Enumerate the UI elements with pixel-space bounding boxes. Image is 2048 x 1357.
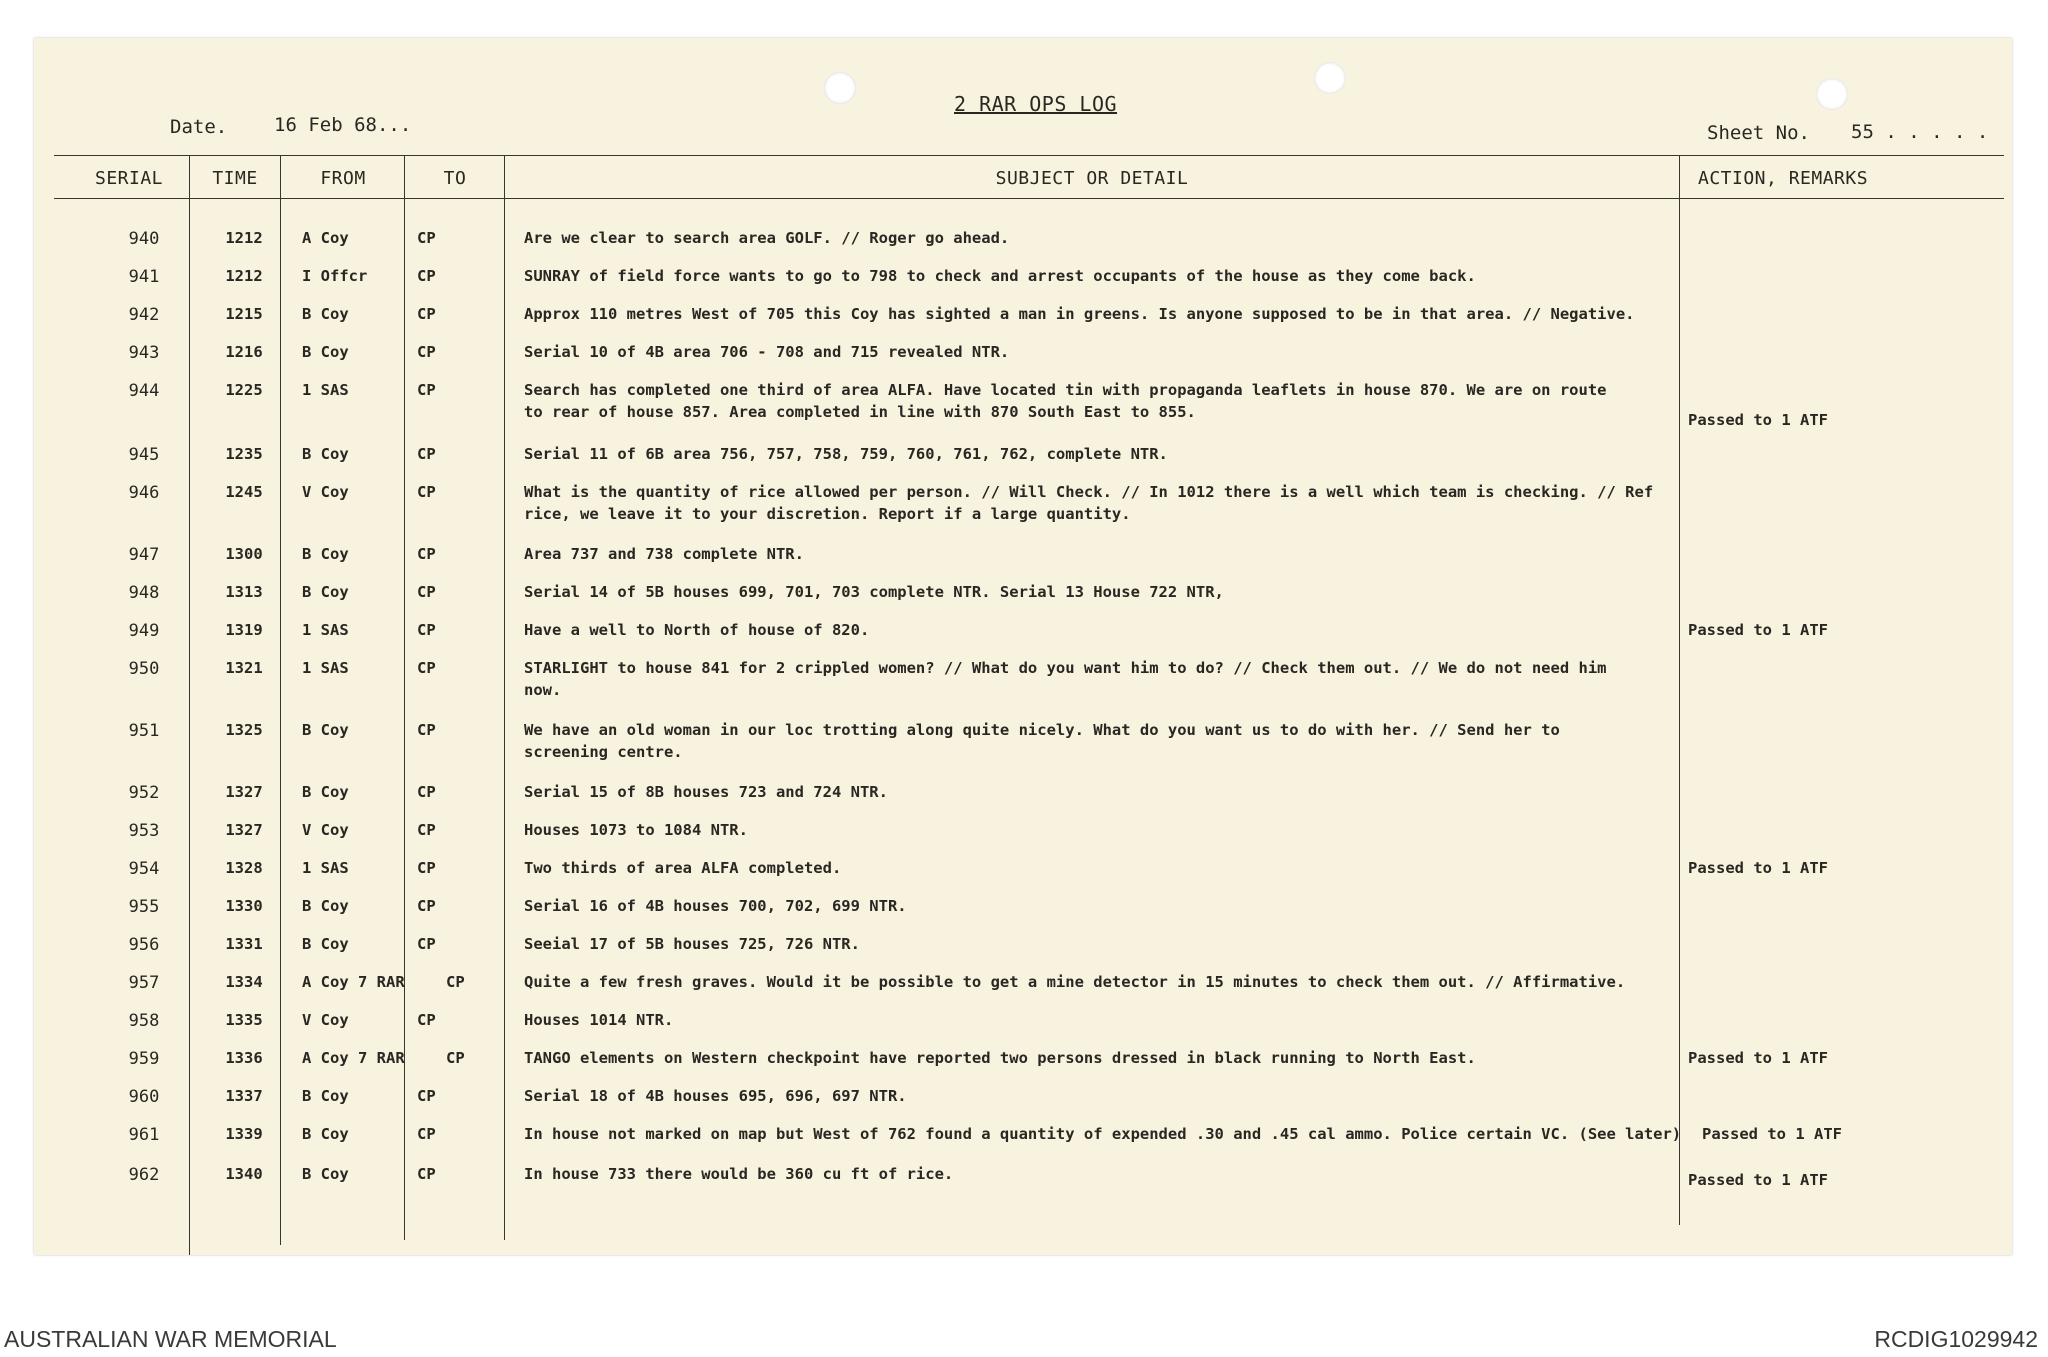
entry-subject: What is the quantity of rice allowed per person. // Will Check. // In 1012 there is a well which team is checking. // Ref <box>524 483 1654 501</box>
column-header-time: TIME <box>212 168 258 189</box>
entry-subject: Serial 18 of 4B houses 695, 696, 697 NTR. <box>524 1087 907 1105</box>
entry-serial: 958 <box>128 1011 160 1031</box>
entry-subject: Serial 16 of 4B houses 700, 702, 699 NTR. <box>524 897 907 915</box>
entry-from: 1 SAS <box>302 621 349 639</box>
entry-from: A Coy <box>302 229 349 247</box>
entry-subject: Serial 11 of 6B area 756, 757, 758, 759, 760, 761, 762, complete NTR. <box>524 445 1168 463</box>
entry-from: V Coy <box>302 1011 349 1029</box>
entry-to: CP <box>417 445 436 463</box>
entry-action: Passed to 1 ATF <box>1688 621 1828 639</box>
entry-from: A Coy 7 RAR <box>302 973 405 991</box>
entry-to: CP <box>417 621 436 639</box>
entry-serial: 955 <box>128 897 160 917</box>
entry-time: 1339 <box>225 1125 263 1143</box>
entry-serial: 945 <box>128 445 160 465</box>
entry-time: 1334 <box>225 973 263 991</box>
entry-to: CP <box>417 1087 436 1105</box>
entry-serial: 953 <box>128 821 160 841</box>
entry-to: CP <box>417 545 436 563</box>
entry-to: CP <box>417 859 436 877</box>
entry-subject: We have an old woman in our loc trotting along quite nicely. What do you want us to do with her. // Send her to <box>524 721 1560 739</box>
header-top-rule <box>54 155 2004 156</box>
entry-serial: 943 <box>128 343 160 363</box>
punch-hole-center <box>1314 62 1346 94</box>
entry-serial: 942 <box>128 305 160 325</box>
entry-from: B Coy <box>302 545 349 563</box>
entry-time: 1335 <box>225 1011 263 1029</box>
archive-id: RCDIG1029942 <box>1874 1326 2038 1352</box>
column-divider <box>504 155 505 1240</box>
entry-subject-continued: screening centre. <box>524 743 683 761</box>
entry-from: B Coy <box>302 897 349 915</box>
column-header-subject: SUBJECT OR DETAIL <box>995 168 1189 189</box>
entry-to: CP <box>417 897 436 915</box>
entry-subject: Serial 10 of 4B area 706 - 708 and 715 revealed NTR. <box>524 343 1010 361</box>
entry-subject: Are we clear to search area GOLF. // Roger go ahead. <box>524 229 1010 247</box>
entry-subject: In house not marked on map but West of 762 found a quantity of expended .30 and .45 cal ammo. Police certain VC. (See later) <box>524 1125 1682 1143</box>
entry-time: 1337 <box>225 1087 263 1105</box>
entry-time: 1330 <box>225 897 263 915</box>
entry-serial: 952 <box>128 783 160 803</box>
entry-serial: 959 <box>128 1049 160 1069</box>
entry-subject: Houses 1014 NTR. <box>524 1011 674 1029</box>
entry-time: 1319 <box>225 621 263 639</box>
archive-credit: AUSTRALIAN WAR MEMORIAL <box>4 1326 337 1352</box>
entry-time: 1245 <box>225 483 263 501</box>
entry-from: I Offcr <box>302 267 368 285</box>
entry-time: 1327 <box>225 821 263 839</box>
entry-from: V Coy <box>302 483 349 501</box>
entry-to: CP <box>417 381 436 399</box>
header-bottom-rule <box>54 198 2004 199</box>
entry-to: CP <box>417 1011 436 1029</box>
entry-subject-continued: to rear of house 857. Area completed in line with 870 South East to 855. <box>524 403 1196 421</box>
entry-to: CP <box>417 821 436 839</box>
entry-subject: Quite a few fresh graves. Would it be possible to get a mine detector in 15 minutes to check them out. // Affirmative. <box>524 973 1626 991</box>
column-header-from: FROM <box>320 168 366 189</box>
entry-action: Passed to 1 ATF <box>1688 1049 1828 1067</box>
entry-to: CP <box>417 483 436 501</box>
column-header-action: ACTION, REMARKS <box>1698 168 1869 189</box>
entry-to: CP <box>417 783 436 801</box>
column-divider <box>404 155 405 1240</box>
entry-time: 1327 <box>225 783 263 801</box>
entry-serial: 949 <box>128 621 160 641</box>
entry-action: Passed to 1 ATF <box>1688 411 1828 429</box>
entry-action: Passed to 1 ATF <box>1688 1171 1828 1189</box>
entry-serial: 961 <box>128 1125 160 1145</box>
entry-to: CP <box>417 305 436 323</box>
entry-time: 1331 <box>225 935 263 953</box>
date-label: Date. <box>170 116 228 138</box>
entry-serial: 950 <box>128 659 160 679</box>
entry-from: 1 SAS <box>302 659 349 677</box>
entry-from: B Coy <box>302 783 349 801</box>
entry-action: Passed to 1 ATF <box>1688 859 1828 877</box>
log-sheet <box>34 38 2012 1255</box>
date-value: 16 Feb 68... <box>274 114 412 136</box>
entry-serial: 956 <box>128 935 160 955</box>
entry-to: CP <box>417 267 436 285</box>
entry-serial: 940 <box>128 229 160 249</box>
punch-hole-left <box>824 72 856 104</box>
entry-time: 1215 <box>225 305 263 323</box>
entry-subject: Seeial 17 of 5B houses 725, 726 NTR. <box>524 935 860 953</box>
entry-from: B Coy <box>302 1087 349 1105</box>
entry-time: 1325 <box>225 721 263 739</box>
entry-from: B Coy <box>302 935 349 953</box>
entry-to: CP <box>417 721 436 739</box>
entry-to: CP <box>417 1125 436 1143</box>
entry-time: 1225 <box>225 381 263 399</box>
entry-time: 1216 <box>225 343 263 361</box>
entry-to: CP <box>417 229 436 247</box>
entry-serial: 960 <box>128 1087 160 1107</box>
entry-serial: 944 <box>128 381 160 401</box>
entry-to: CP <box>446 973 465 991</box>
entry-subject: Search has completed one third of area ALFA. Have located tin with propaganda leaflets in house 870. We are on route <box>524 381 1607 399</box>
column-header-serial: SERIAL <box>94 168 164 189</box>
entry-time: 1212 <box>225 267 263 285</box>
entry-time: 1336 <box>225 1049 263 1067</box>
entry-time: 1340 <box>225 1165 263 1183</box>
entry-time: 1235 <box>225 445 263 463</box>
entry-from: V Coy <box>302 821 349 839</box>
entry-subject: Two thirds of area ALFA completed. <box>524 859 842 877</box>
entry-serial: 941 <box>128 267 160 287</box>
entry-to: CP <box>417 343 436 361</box>
entry-time: 1300 <box>225 545 263 563</box>
entry-from: B Coy <box>302 721 349 739</box>
log-title: 2 RAR OPS LOG <box>954 92 1118 116</box>
entry-subject: Serial 14 of 5B houses 699, 701, 703 complete NTR. Serial 13 House 722 NTR, <box>524 583 1224 601</box>
entry-from: 1 SAS <box>302 859 349 877</box>
entry-subject: Serial 15 of 8B houses 723 and 724 NTR. <box>524 783 888 801</box>
entry-subject: Approx 110 metres West of 705 this Coy has sighted a man in greens. Is anyone supposed to be in that area. // Negative. <box>524 305 1635 323</box>
entry-serial: 948 <box>128 583 160 603</box>
entry-from: B Coy <box>302 583 349 601</box>
entry-from: B Coy <box>302 445 349 463</box>
column-divider <box>189 155 190 1255</box>
entry-time: 1313 <box>225 583 263 601</box>
entry-to: CP <box>417 935 436 953</box>
punch-hole-right <box>1816 78 1848 110</box>
entry-subject: In house 733 there would be 360 cu ft of rice. <box>524 1165 954 1183</box>
entry-subject-continued: now. <box>524 681 562 699</box>
entry-from: 1 SAS <box>302 381 349 399</box>
entry-action: Passed to 1 ATF <box>1702 1125 1842 1143</box>
entry-subject: SUNRAY of field force wants to go to 798 to check and arrest occupants of the house as they come back. <box>524 267 1476 285</box>
entry-serial: 947 <box>128 545 160 565</box>
entry-subject-continued: rice, we leave it to your discretion. Report if a large quantity. <box>524 505 1131 523</box>
entry-time: 1328 <box>225 859 263 877</box>
entry-from: B Coy <box>302 343 349 361</box>
entry-serial: 946 <box>128 483 160 503</box>
entry-from: B Coy <box>302 1125 349 1143</box>
entry-to: CP <box>417 659 436 677</box>
entry-subject: Have a well to North of house of 820. <box>524 621 870 639</box>
entry-subject: TANGO elements on Western checkpoint have reported two persons dressed in black running to North East. <box>524 1049 1476 1067</box>
entry-from: A Coy 7 RAR <box>302 1049 405 1067</box>
entry-from: B Coy <box>302 1165 349 1183</box>
entry-serial: 962 <box>128 1165 160 1185</box>
entry-time: 1321 <box>225 659 263 677</box>
column-divider <box>1679 155 1680 1225</box>
sheet-number-value: 55 . . . . . <box>1851 121 1989 143</box>
entry-time: 1212 <box>225 229 263 247</box>
column-header-to: TO <box>443 168 467 189</box>
entry-from: B Coy <box>302 305 349 323</box>
entry-serial: 957 <box>128 973 160 993</box>
entry-serial: 954 <box>128 859 160 879</box>
entry-to: CP <box>417 583 436 601</box>
entry-subject: Area 737 and 738 complete NTR. <box>524 545 804 563</box>
entry-to: CP <box>417 1165 436 1183</box>
entry-subject: STARLIGHT to house 841 for 2 crippled women? // What do you want him to do? // Check them out. // We do not need him <box>524 659 1607 677</box>
entry-serial: 951 <box>128 721 160 741</box>
entry-subject: Houses 1073 to 1084 NTR. <box>524 821 748 839</box>
entry-to: CP <box>446 1049 465 1067</box>
sheet-number-label: Sheet No. <box>1707 122 1810 144</box>
